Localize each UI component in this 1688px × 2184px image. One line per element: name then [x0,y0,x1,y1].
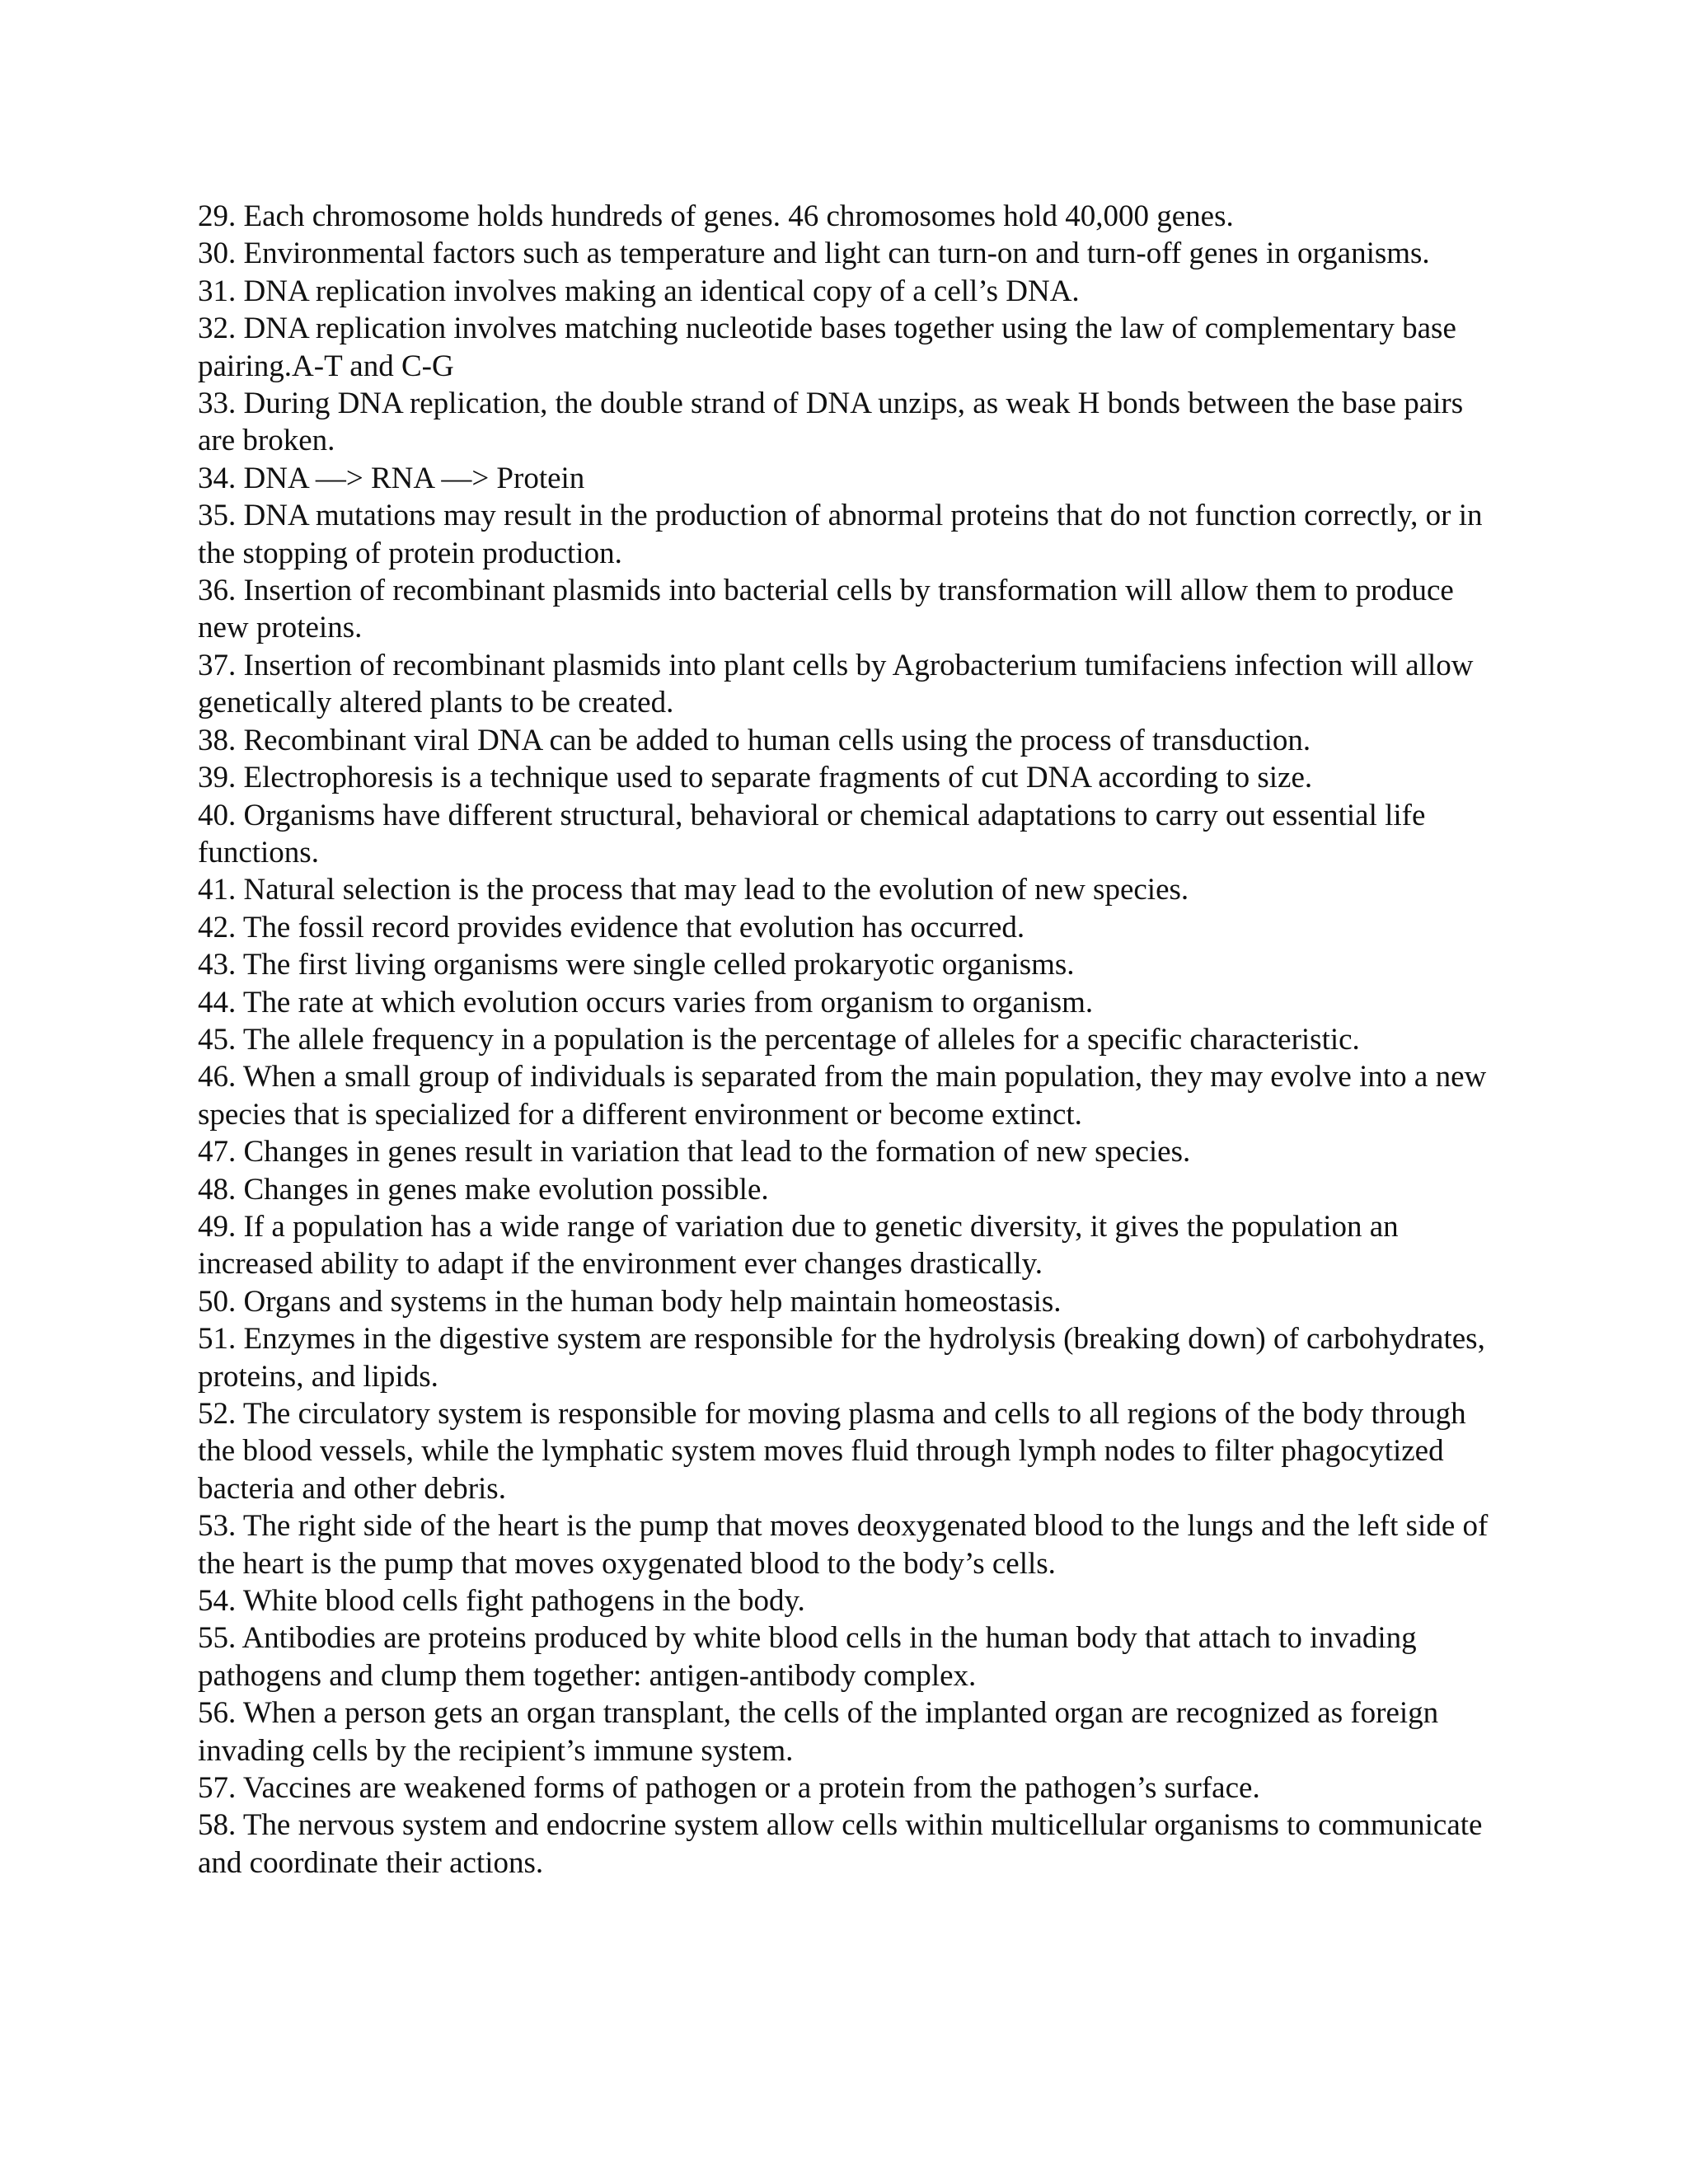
statement-42: 42. The fossil record provides evidence that evolution has occurred. [198,910,1025,944]
statement-57: 57. Vaccines are weakened forms of pathogen or a protein from the pathogen’s surface. [198,1771,1260,1806]
statement-52: 52. The circulatory system is responsible for moving plasma and cells to all regions of the body through the blood vessels, while the lymphatic system moves fluid through lymph nodes to filter phagocytized bacteria and other debris. [198,1397,1466,1506]
statement-46: 46. When a small group of individuals is separated from the main population, they may evolve into a new species that is specialized for a different environment or become extinct. [198,1060,1487,1132]
statement-54: 54. White blood cells fight pathogens in the body. [198,1584,805,1619]
statement-31: 31. DNA replication involves making an identical copy of a cell’s DNA. [198,274,1080,308]
statement-51: 51. Enzymes in the digestive system are responsible for the hydrolysis (breaking down) of carbohydrates, proteins, and lipids. [198,1322,1485,1394]
statement-53: 53. The right side of the heart is the pump that moves deoxygenated blood to the lungs and the left side of the heart is the pump that moves oxygenated blood to the body’s cells. [198,1509,1489,1581]
statement-33: 33. During DNA replication, the double strand of DNA unzips, as weak H bonds between the base pairs are broken. [198,387,1464,458]
statement-49: 49. If a population has a wide range of variation due to genetic diversity, it gives the population an increased ability to adapt if the environment ever changes drastically. [198,1209,1399,1282]
statement-50: 50. Organs and systems in the human body help maintain homeostasis. [198,1284,1062,1319]
statement-45: 45. The allele frequency in a population is the percentage of alleles for a specific characteristic. [198,1022,1360,1057]
statement-32: 32. DNA replication involves matching nucleotide bases together using the law of complementary base pairing.A-T and C-G [198,312,1456,383]
statement-55: 55. Antibodies are proteins produced by white blood cells in the human body that attach to invading pathogens and clump them together: antigen-antibody complex. [198,1621,1417,1693]
statement-list [198,198,1500,1882]
statement-39: 39. Electrophoresis is a technique used to separate fragments of cut DNA according to size. [198,761,1313,795]
statement-58: 58. The nervous system and endocrine system allow cells within multicellular organisms to communicate and coordinate their actions. [198,1808,1483,1880]
statement-35: 35. DNA mutations may result in the production of abnormal proteins that do not function correctly, or in the stopping of protein production. [198,499,1483,570]
statement-43: 43. The first living organisms were single celled prokaryotic organisms. [198,948,1075,982]
statement-41: 41. Natural selection is the process that may lead to the evolution of new species. [198,873,1189,907]
statement-56: 56. When a person gets an organ transplant, the cells of the implanted organ are recognized as foreign invading cells by the recipient’s immune system. [198,1696,1439,1768]
statement-44: 44. The rate at which evolution occurs varies from organism to organism. [198,985,1094,1019]
statement-48: 48. Changes in genes make evolution possible. [198,1172,769,1207]
statement-47: 47. Changes in genes result in variation that lead to the formation of new species. [198,1135,1191,1169]
statement-37: 37. Insertion of recombinant plasmids into plant cells by Agrobacterium tumifaciens infection will allow genetically altered plants to be created. [198,648,1474,720]
statement-29: 29. Each chromosome holds hundreds of genes. 46 chromosomes hold 40,000 genes. [198,199,1234,233]
statement-34: 34. DNA —> RNA —> Protein [198,461,585,495]
statement-40: 40. Organisms have different structural, behavioral or chemical adaptations to carry out essential life functions. [198,798,1426,869]
statement-38: 38. Recombinant viral DNA can be added to human cells using the process of transduction. [198,723,1311,757]
statement-36: 36. Insertion of recombinant plasmids into bacterial cells by transformation will allow them to produce new proteins. [198,574,1454,645]
statement-30: 30. Environmental factors such as temperature and light can turn-on and turn-off genes in organisms. [198,237,1430,271]
